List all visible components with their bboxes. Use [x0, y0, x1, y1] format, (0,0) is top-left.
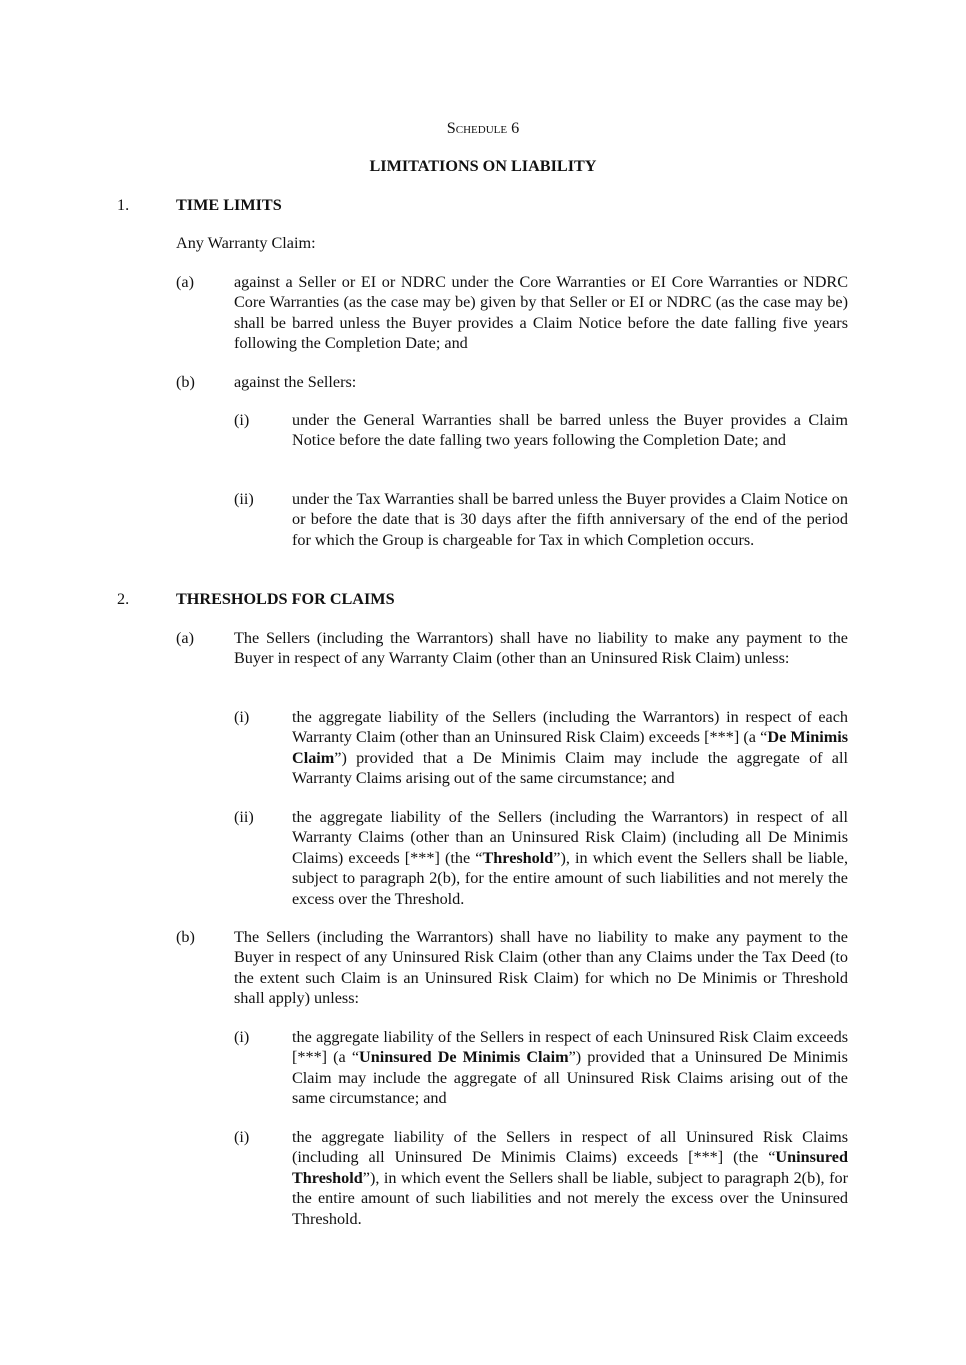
clause-2b-i-text: the aggregate liability of the Sellers in respect of each Uninsured Risk Claim exceeds [***] (a “Uninsured De Minimis Claim”) provided that a Uninsured De Minimis Claim may include the aggregate of all Uninsured Risk Claims arising out of the same circumstance; and — [292, 1028, 848, 1108]
clause-2a-ii-text: the aggregate liability of the Sellers (including the Warrantors) in respect of all Warranty Claims (other than an Uninsured Risk Claim) (including all De Minimis Claims) exceeds [***] (the “Threshold”), in which event the Sellers shall be liable, subject to paragraph 2(b), for the entire amount of such liabilities and not merely the excess over the Threshold. — [292, 808, 848, 908]
clause-1b-ii-label: (ii) — [234, 490, 254, 508]
clause-2b-i-label: (i) — [234, 1028, 250, 1046]
defined-term-uninsured-threshold: Uninsured Threshold — [292, 1148, 848, 1187]
section-1-number: 1. — [117, 196, 130, 214]
clause-2a-ii-label: (ii) — [234, 808, 254, 826]
defined-term-threshold: Threshold — [482, 848, 554, 867]
clause-2b-i2-label: (i) — [234, 1128, 250, 1146]
defined-term-de-minimis-claim: De Minimis Claim — [292, 728, 848, 767]
clause-1a-text: against a Seller or EI or NDRC under the Core Warranties or EI Core Warranties or NDRC Core Warranties (as the case may be) given by that Seller or EI or NDRC (as the case may be) shall be barred unless the Buyer provides a Claim Notice before the date falling five years following the Completion Date; and — [234, 273, 848, 353]
clause-1b-label: (b) — [176, 373, 195, 391]
clause-1b-text: against the Sellers: — [234, 373, 357, 391]
schedule-label: Schedule 6 — [446, 119, 520, 137]
section-1-heading: TIME LIMITS — [176, 196, 282, 214]
clause-1a-label: (a) — [176, 273, 194, 291]
clause-2a-label: (a) — [176, 629, 194, 647]
clause-1b-ii-text: under the Tax Warranties shall be barred unless the Buyer provides a Claim Notice on or before the date that is 30 days after the fifth anniversary of the end of the period for which the Group is chargeable for Tax in which Completion occurs. — [292, 490, 848, 549]
clause-2b-i2-text: the aggregate liability of the Sellers in respect of all Uninsured Risk Claims (including all Uninsured De Minimis Claims) exceeds [***] (the “Uninsured Threshold”), in which event the Sellers shall be liable, subject to paragraph 2(b), for the entire amount of such liabilities and not merely the excess over the Uninsured Threshold. — [292, 1128, 848, 1228]
clause-2a-i-text: the aggregate liability of the Sellers (including the Warrantors) in respect of each Warranty Claim (other than an Uninsured Risk Claim) exceeds [***] (a “De Minimis Claim”) provided that a De Minimis Claim may include the aggregate of all Warranty Claims arising out of the same circumstance; and — [292, 708, 848, 788]
section-2-heading: THRESHOLDS FOR CLAIMS — [176, 590, 395, 608]
section-1-intro: Any Warranty Claim: — [176, 234, 316, 252]
document-title: LIMITATIONS ON LIABILITY — [369, 157, 597, 175]
clause-2b-text: The Sellers (including the Warrantors) shall have no liability to make any payment to the Buyer in respect of any Uninsured Risk Claim (other than any Claims under the Tax Deed (to the extent such Claim is an Uninsured Risk Claim) for which no De Minimis or Threshold shall apply) unless: — [234, 928, 848, 1008]
clause-2a-i-label: (i) — [234, 708, 250, 726]
defined-term-uninsured-de-minimis-claim: Uninsured De Minimis Claim — [359, 1048, 569, 1067]
clause-2b-label: (b) — [176, 928, 195, 946]
clause-1b-i-label: (i) — [234, 411, 250, 429]
clause-1b-i-text: under the General Warranties shall be barred unless the Buyer provides a Claim Notice before the date falling two years following the Completion Date; and — [292, 411, 848, 450]
section-2-number: 2. — [117, 590, 130, 608]
clause-2a-text: The Sellers (including the Warrantors) shall have no liability to make any payment to the Buyer in respect of any Warranty Claim (other than an Uninsured Risk Claim) unless: — [234, 629, 848, 668]
